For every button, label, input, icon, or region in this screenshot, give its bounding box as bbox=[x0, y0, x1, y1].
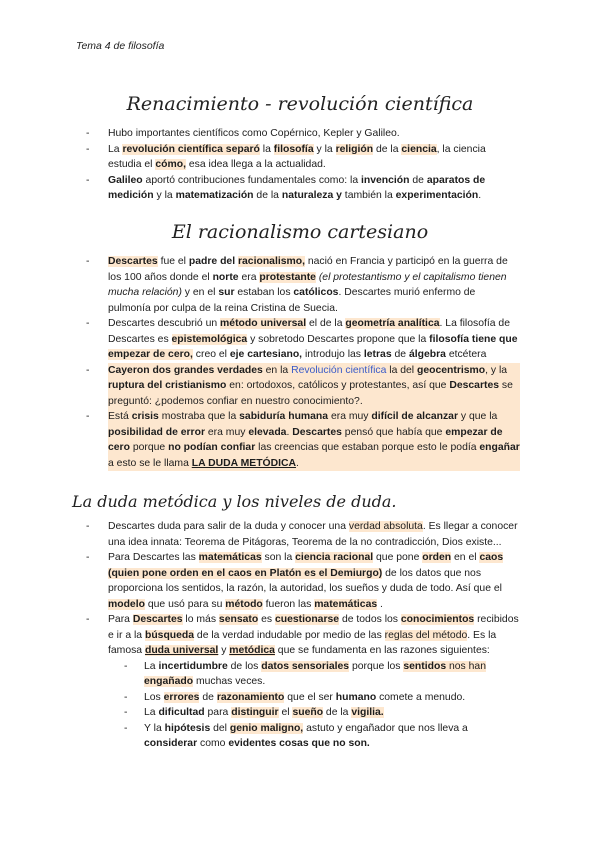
text: para bbox=[204, 707, 232, 718]
list-item bbox=[108, 142, 520, 173]
highlight: sabiduría humana bbox=[239, 411, 329, 422]
text: y la bbox=[153, 190, 176, 201]
highlight: sensato bbox=[218, 614, 259, 625]
sub-list-item bbox=[144, 690, 520, 706]
text: de los bbox=[227, 660, 262, 672]
text: . La filosofía de Descartes es bbox=[108, 318, 510, 345]
text: fue el bbox=[157, 256, 189, 267]
text: mostraba que la bbox=[158, 411, 240, 422]
highlight: empezar de cero bbox=[108, 426, 503, 453]
highlight: no podían confiar bbox=[168, 442, 256, 453]
text: , y la bbox=[485, 364, 508, 376]
list-item bbox=[108, 363, 520, 410]
text: pensó que había que bbox=[341, 426, 446, 438]
list-item bbox=[108, 550, 520, 612]
highlight: filosofía bbox=[273, 143, 314, 155]
highlight: Cayeron dos grandes verdades bbox=[108, 364, 263, 376]
text: que el ser bbox=[284, 691, 336, 703]
text: Para bbox=[108, 614, 133, 625]
text: aportó contribuciones fundamentales como: la bbox=[142, 174, 361, 186]
section-title-renacimiento: Renacimiento - revolución científica bbox=[126, 93, 474, 115]
highlight: evidentes cosas que no son. bbox=[228, 738, 370, 749]
highlight: ciencia bbox=[401, 143, 437, 155]
highlight: LA DUDA METÓDICA bbox=[191, 457, 297, 469]
text: que usó para su bbox=[144, 598, 226, 610]
highlight: crisis bbox=[131, 411, 159, 422]
text: era muy bbox=[328, 411, 372, 422]
text: que pone bbox=[373, 552, 423, 563]
highlight: razonamiento bbox=[216, 691, 285, 703]
highlight: metódica bbox=[229, 645, 275, 656]
highlight: aparatos de medición bbox=[108, 174, 486, 201]
text: era bbox=[238, 271, 260, 283]
text: de bbox=[199, 691, 217, 703]
highlight: filosofía tiene que bbox=[429, 333, 518, 345]
text: . bbox=[478, 190, 482, 201]
highlight: nos han bbox=[446, 660, 486, 672]
text: La bbox=[144, 660, 159, 672]
text: Hubo importantes científicos como Copérnico, Kepler y Galileo. bbox=[108, 128, 400, 139]
text: nació en Francia y participó en la guerra de los 100 años donde el bbox=[108, 256, 508, 283]
text: porque los bbox=[349, 660, 404, 672]
highlight: norte bbox=[212, 271, 239, 283]
list-item bbox=[108, 612, 520, 752]
text: de los datos que nos proporciona los sentidos, la razón, la autoridad, los sueños y duda de todo. Así que el bbox=[108, 567, 502, 594]
highlight: engañar bbox=[479, 442, 520, 453]
text: y sobretodo Descartes propone que la bbox=[247, 333, 430, 345]
sub-list bbox=[108, 659, 520, 752]
text: de la bbox=[253, 190, 282, 201]
list-item bbox=[108, 126, 520, 142]
highlight: álgebra bbox=[408, 349, 446, 360]
text: era muy bbox=[205, 426, 249, 438]
text: Para Descartes las bbox=[108, 552, 199, 563]
highlight: distinguir bbox=[231, 707, 279, 718]
highlight: matemáticas bbox=[314, 598, 378, 610]
text: y en el bbox=[181, 287, 219, 298]
text: esa idea llega a la actualidad. bbox=[185, 159, 326, 170]
highlight: geometría analítica bbox=[345, 318, 440, 329]
text: y la bbox=[313, 143, 336, 155]
highlight: caos (quien pone orden en el caos en Platón es el Demiurgo) bbox=[108, 552, 504, 579]
text: el de la bbox=[306, 318, 346, 329]
text: etcétera bbox=[445, 349, 487, 360]
text: la bbox=[259, 143, 274, 155]
text: son la bbox=[261, 552, 296, 563]
highlight: datos sensoriales bbox=[261, 660, 350, 672]
text: estaban los bbox=[234, 287, 294, 298]
text: también la bbox=[341, 190, 396, 201]
text: de bbox=[391, 349, 409, 360]
highlight: matemáticas bbox=[198, 552, 262, 563]
highlight: duda universal bbox=[144, 645, 219, 656]
highlight: Descartes bbox=[132, 614, 183, 625]
highlight: naturaleza y bbox=[281, 190, 342, 201]
text: el bbox=[278, 707, 293, 718]
list-item bbox=[108, 254, 520, 316]
sub-list-item bbox=[144, 705, 520, 721]
highlight: posibilidad de error bbox=[108, 426, 205, 438]
highlight: cómo, bbox=[155, 159, 186, 170]
highlight: dificultad bbox=[158, 707, 205, 718]
highlight: incertidumbre bbox=[158, 660, 228, 672]
highlight: protestante bbox=[259, 271, 316, 283]
text: la del bbox=[386, 364, 417, 376]
text: . bbox=[286, 426, 293, 438]
highlight: ciencia racional bbox=[295, 552, 374, 563]
highlight: sentidos bbox=[403, 660, 447, 672]
highlight: matematización bbox=[175, 190, 254, 201]
highlight: elevada bbox=[248, 426, 287, 438]
text: muchas veces. bbox=[193, 676, 266, 687]
text: que se fundamenta en las razones siguientes: bbox=[274, 645, 490, 656]
text: Los bbox=[144, 691, 164, 703]
text: comete a menudo. bbox=[376, 691, 466, 703]
list-item bbox=[108, 173, 520, 204]
text: . bbox=[377, 598, 383, 610]
text: en la bbox=[262, 364, 292, 376]
highlight: errores bbox=[163, 691, 200, 703]
link[interactable]: Revolución científica bbox=[291, 364, 387, 376]
text: a esto se le llama bbox=[108, 457, 192, 469]
highlight: engañado bbox=[144, 676, 194, 687]
list-renacimiento bbox=[108, 126, 520, 204]
highlight: orden bbox=[422, 552, 452, 563]
highlight: difícil de alcanzar bbox=[371, 411, 458, 422]
text: en el bbox=[451, 552, 480, 563]
highlight: ruptura del cristianismo bbox=[108, 380, 227, 391]
highlight: religión bbox=[335, 143, 374, 155]
highlight: verdad absoluta bbox=[348, 521, 423, 532]
highlight: padre del bbox=[188, 256, 236, 267]
highlight: conocimientos bbox=[400, 614, 475, 625]
text: , la ciencia estudia el bbox=[108, 143, 486, 170]
highlight: sueño bbox=[292, 707, 324, 718]
highlight: eje cartesiano, bbox=[229, 349, 303, 360]
highlight: búsqueda bbox=[144, 629, 195, 641]
highlight: católicos bbox=[293, 287, 339, 298]
sub-list-item bbox=[144, 659, 520, 690]
list-racionalismo bbox=[108, 254, 520, 471]
text: introdujo las bbox=[302, 349, 364, 360]
text: astuto y engañador que nos lleva a bbox=[303, 722, 468, 734]
highlight: invención bbox=[361, 174, 410, 186]
text: . bbox=[296, 457, 299, 469]
highlight: revolución científica separó bbox=[122, 143, 260, 155]
section-title-duda: La duda metódica y los niveles de duda. bbox=[72, 492, 397, 511]
text: y bbox=[218, 645, 230, 656]
text: lo más bbox=[182, 614, 219, 625]
highlight: experimentación bbox=[395, 190, 479, 201]
text: de la bbox=[373, 143, 402, 155]
highlight: sur bbox=[218, 287, 235, 298]
highlight: Descartes bbox=[292, 426, 342, 438]
text: Está bbox=[108, 411, 132, 422]
highlight: racionalismo, bbox=[237, 256, 305, 267]
highlight: genio maligno, bbox=[229, 722, 304, 734]
italic-note: (el protestantismo y el capitalismo tienen mucha relación) bbox=[108, 271, 507, 298]
text: en: ortodoxos, católicos y protestantes, así que bbox=[226, 380, 450, 391]
text: como bbox=[197, 738, 229, 749]
text: de la verdad indudable por medio de las bbox=[194, 629, 385, 641]
text: se preguntó: ¿podemos confiar en nuestro conocimiento?. bbox=[108, 380, 513, 407]
text: Descartes descubrió un bbox=[108, 318, 221, 329]
highlight: epistemológica bbox=[171, 333, 248, 345]
highlight: humano bbox=[335, 691, 377, 703]
text: las creencias que estaban porque esto le podía bbox=[255, 442, 480, 453]
highlight: Descartes bbox=[108, 256, 158, 267]
text: Descartes duda para salir de la duda y conocer una bbox=[108, 521, 349, 532]
section-title-racionalismo: El racionalismo cartesiano bbox=[171, 221, 429, 243]
text: porque bbox=[129, 442, 169, 453]
highlight: método bbox=[225, 598, 263, 610]
highlight: modelo bbox=[108, 598, 145, 610]
text: de todos los bbox=[339, 614, 401, 625]
text: . Descartes murió enfermo de pulmonía por culpa de la reina Cristina de Suecia. bbox=[108, 287, 476, 314]
highlight: reglas del método bbox=[384, 629, 468, 641]
text: es bbox=[258, 614, 275, 625]
text: de la bbox=[323, 707, 352, 718]
highlight: geocentrismo bbox=[417, 364, 486, 376]
sub-list-item bbox=[144, 721, 520, 752]
list-item bbox=[108, 316, 520, 363]
text: recibidos e ir a la bbox=[108, 614, 519, 641]
highlight: método universal bbox=[220, 318, 307, 329]
text: . Es la famosa bbox=[108, 629, 497, 656]
list-duda bbox=[108, 519, 520, 752]
text: fueron las bbox=[262, 598, 315, 610]
text: de bbox=[409, 174, 427, 186]
text: Y la bbox=[144, 722, 165, 734]
text: La bbox=[144, 707, 159, 718]
page-header: Tema 4 de filosofía bbox=[76, 40, 165, 52]
text: del bbox=[210, 722, 230, 734]
text: creo el bbox=[192, 349, 230, 360]
highlight: hipótesis bbox=[164, 722, 211, 734]
text: y que la bbox=[458, 411, 498, 422]
highlight: considerar bbox=[144, 738, 198, 749]
text: . Es llegar a conocer una idea innata: Teorema de Pitágoras, Teorema de la no contradicción, Dios existe... bbox=[108, 521, 518, 548]
highlight: letras bbox=[363, 349, 392, 360]
highlight: cuestionarse bbox=[274, 614, 340, 625]
list-item bbox=[108, 519, 520, 550]
highlight: vigilia. bbox=[351, 707, 384, 718]
highlight: Galileo bbox=[108, 174, 143, 186]
list-item bbox=[108, 409, 520, 471]
highlight: empezar de cero, bbox=[108, 349, 193, 360]
highlight: Descartes bbox=[449, 380, 500, 391]
text: La bbox=[108, 143, 123, 155]
